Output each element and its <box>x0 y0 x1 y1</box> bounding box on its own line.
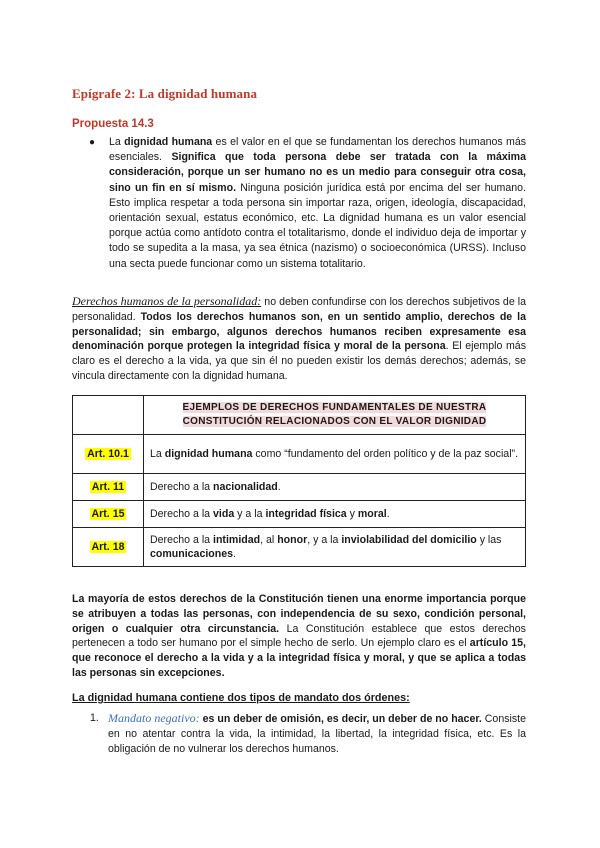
article-cell <box>73 528 144 567</box>
paragraph-personalidad <box>72 294 526 384</box>
section-title: Epígrafe 2: La dignidad humana <box>72 86 258 101</box>
text-run: y las <box>476 534 502 546</box>
text-run: Ninguna posición jurídica está por encima del ser humano. Esto implica respetar a toda persona sin importar raza, origen, ideología, discapacidad, orientación sexual, estatus económico, etc. La dignidad humana es un valor esencial porque actúa como antídoto contra el totalitarismo, donde el individuo deja de importar y todo se supedita a la masa, ya sea étnica (nazismo) o socioeconómica (URSS). Incluso una secta puede funcionar como un sistema totalitario. <box>109 181 526 270</box>
bold-run: intimidad <box>213 534 261 546</box>
text-run: . <box>233 548 236 560</box>
rights-table <box>72 395 526 567</box>
paragraph-label: Derechos humanos de la personalidad: <box>72 294 262 308</box>
bold-run: Todos los derechos humanos son, en un sentido amplio, derechos de la personalidad; sin embargo, algunos derechos humanos reciben expresamente esa denominación porque protegen la integridad física y moral de la persona <box>72 310 526 353</box>
table-row <box>73 501 526 528</box>
bold-run: vida <box>213 508 235 520</box>
bold-run: integridad física <box>265 508 347 520</box>
bold-run: Significa que toda persona debe ser tratada con la máxima consideración, porque un ser humano no es un medio para conseguir otra cosa, sino un fin en sí mismo. <box>109 151 526 194</box>
item-number: 1. <box>90 712 99 724</box>
article-label: Art. 15 <box>91 508 125 520</box>
text-run: La Constitución establece que estos derechos pertenecen a todo ser humano por el simple hecho de serlo. Un ejemplo claro es el <box>72 622 526 650</box>
section-heading: La dignidad humana contiene dos tipos de mandato dos órdenes: <box>72 692 410 704</box>
description-cell <box>144 435 526 474</box>
bullet-item-dignidad <box>90 135 526 272</box>
numbered-item <box>90 711 526 756</box>
table-row <box>73 474 526 501</box>
text-run: es el valor en el que se fundamentan los derechos humanos más esenciales. <box>109 136 527 164</box>
description-cell <box>144 501 526 528</box>
description-cell <box>144 474 526 501</box>
bold-run: dignidad humana <box>164 448 253 460</box>
text-run: y a la <box>234 508 266 520</box>
bullet-icon: ● <box>89 137 96 148</box>
table-header-empty-cell <box>73 396 144 435</box>
text-run: como “fundamento del orden político y de la paz social”. <box>252 448 519 460</box>
bold-run: inviolabilidad del domicilio <box>341 534 477 546</box>
paragraph-mayoria <box>72 592 526 681</box>
text-run: La <box>109 136 125 148</box>
article-label: Art. 10.1 <box>87 448 129 460</box>
bold-run: honor <box>277 534 308 546</box>
table-row <box>73 528 526 567</box>
article-label: Art. 11 <box>91 481 125 493</box>
table-header-cell <box>144 396 526 435</box>
text-run: , y a la <box>307 534 342 546</box>
description-cell <box>144 528 526 567</box>
bold-run: comunicaciones <box>150 548 234 560</box>
text-run: no deben confundirse con los derechos subjetivos de la personalidad. <box>72 296 526 323</box>
bold-run: dignidad humana <box>124 136 213 148</box>
item-text <box>108 711 526 756</box>
text-run: . El ejemplo más claro es el derecho a la vida, ya que sin él no pueden existir los demás derechos; además, se vincula directamente con la dignidad humana. <box>72 340 526 382</box>
bold-run: es un deber de omisión, es decir, un deber de no hacer. <box>199 713 482 725</box>
text-run: Derecho a la <box>150 534 214 546</box>
article-label: Art. 18 <box>91 541 125 553</box>
table-header-row <box>73 396 526 435</box>
text-run: Consiste en no atentar contra la vida, la intimidad, la libertad, la integridad física, etc. Es la obligación de no vulnerar los derechos humanos. <box>108 713 527 755</box>
text-run: Derecho a la <box>150 481 214 493</box>
bold-run: moral <box>357 508 387 520</box>
text-run: Derecho a la <box>150 508 214 520</box>
text-run: . <box>277 481 281 493</box>
text-run: La <box>150 448 165 460</box>
bold-run: artículo 15, que reconoce el derecho a la vida y a la integridad física y moral, y que se aplica a todas las personas sin excepciones. <box>72 637 527 679</box>
text-run: , al <box>260 534 278 546</box>
table-header-line: EJEMPLOS DE DERECHOS FUNDAMENTALES DE NUESTRA <box>182 402 487 413</box>
article-cell <box>73 474 144 501</box>
text-run: . <box>386 508 390 520</box>
table-header-line: CONSTITUCIÓN RELACIONADOS CON EL VALOR DIGNIDAD <box>182 416 487 427</box>
table-row <box>73 435 526 474</box>
bold-run: nacionalidad <box>213 481 278 493</box>
subsection-title: Propuesta 14.3 <box>72 118 154 130</box>
article-cell <box>73 435 144 474</box>
article-cell <box>73 501 144 528</box>
bullet-text <box>109 135 526 272</box>
item-label: Mandato negativo: <box>108 711 200 725</box>
bold-run: La mayoría de estos derechos de la Constitución tienen una enorme importancia porque se atribuyen a todas las personas, con independencia de su sexo, condición personal, origen o cualquier otra circunstancia. <box>72 593 526 635</box>
text-run: y <box>346 508 358 520</box>
